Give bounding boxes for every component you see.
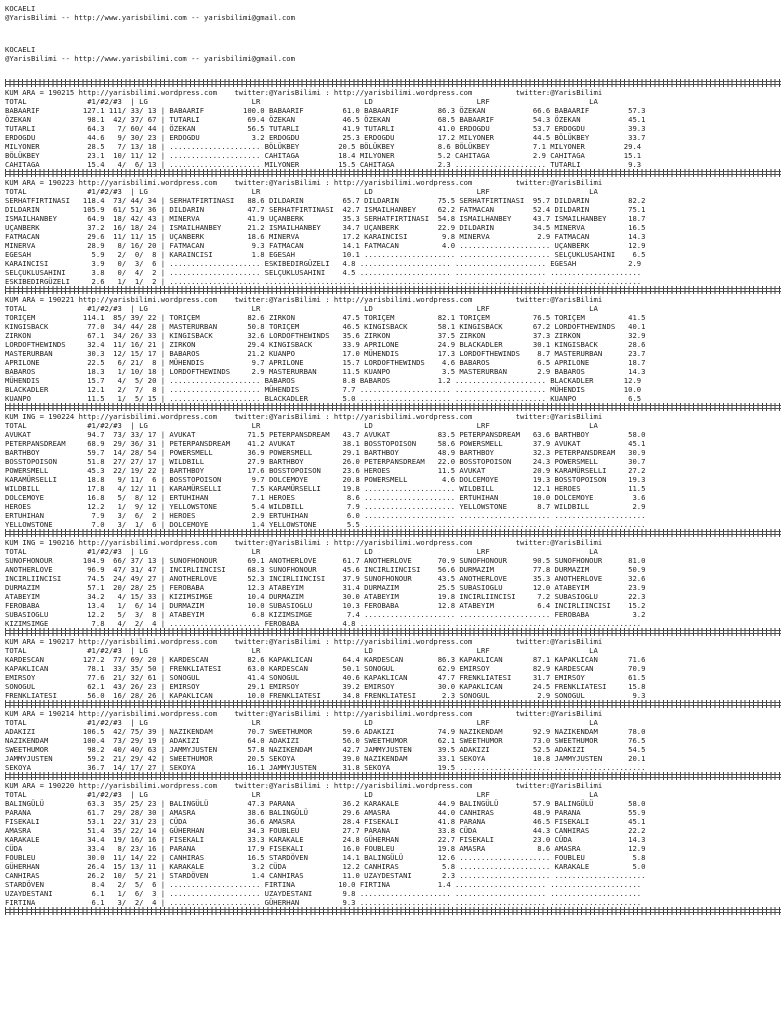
race-row: HEROES 12.2 1/ 9/ 12 | YELLOWSTONE 5.4 WILDBILL 7.9 ..................... YELLOWSTONE 8.7 WILDBILL 2.9 [5,502,646,511]
race-label: KUM ARA = 190221 http://yarisbilimi.wordpress.com twitter:@YarisBilimi : http://yarisbilimi.wordpress.com twitter:@YarisBilimi [5,295,603,304]
race-row: ERTUHIHAN 7.9 3/ 6/ 2 | HEROES 2.9 ERTUHIHAN 6.0 ..................... ..................... ..................... [5,511,646,520]
race-row: AMASRA 51.4 35/ 22/ 14 | GÜHERHAN 34.3 FOUBLEU 27.7 PARANA 33.8 CÜDA 44.3 CANHIRAS 22.2 [5,826,646,835]
race-column-headers: TOTAL #1/#2/#3 | LG LR LD LRF LA [5,421,598,430]
section-separator [5,169,781,177]
race-row: ATABEYIM 34.2 4/ 15/ 33 | KIZIMSIMGE 10.4 DURMAZIM 30.0 ATABEYIM 19.8 INCIRLIINCISI 7.2 SUBASIOGLU 22.3 [5,592,646,601]
race-row: MINERVA 28.9 8/ 16/ 20 | FATMACAN 9.3 FATMACAN 14.1 FATMACAN 4.0 ..................... UÇANBERK 12.9 [5,241,646,250]
race-row: TORIÇEM 114.1 85/ 39/ 22 | TORIÇEM 82.6 ZIRKON 47.5 TORIÇEM 82.1 TORIÇEM 76.5 TORIÇEM 41.5 [5,313,646,322]
race-row: ADAKIZI 106.5 42/ 75/ 39 | NAZIKENDAM 70.7 SWEETHUMOR 59.6 ADAKIZI 74.9 NAZIKENDAM 92.9 NAZIKENDAM 78.0 [5,727,646,736]
race-row: BÖLÜKBEY 23.1 10/ 11/ 12 | ..................... CAHITAGA 18.4 MILYONER 5.2 CAHITAGA 2.9 CAHITAGA 15.1 [5,151,642,160]
race-row: UÇANBERK 37.2 16/ 18/ 24 | ISMAILHANBEY 21.2 ISMAILHANBEY 34.7 UÇANBERK 22.9 DILDARIN 34.5 MINERVA 16.5 [5,223,646,232]
race-row: DURMAZIM 57.1 20/ 28/ 25 | FEROBABA 12.3 ATABEYIM 31.4 DURMAZIM 25.5 SUBASIOGLU 12.0 ATABEYIM 23.9 [5,583,646,592]
race-column-headers: TOTAL #1/#2/#3 | LG LR LD LRF LA [5,646,598,655]
race-row: GÜHERHAN 26.4 15/ 13/ 11 | KARAKALE 3.2 CÜDA 12.2 CANHIRAS 5.8 ..................... KARAKALE 5.0 [5,862,646,871]
race-row: AVUKAT 94.7 73/ 33/ 17 | AVUKAT 71.5 PETERPANSDREAM 43.7 AVUKAT 83.5 PETERPANSDREAM 63.6 BARTHBOY 58.0 [5,430,646,439]
race-row: UZAYDESTANI 6.1 1/ 6/ 3 | ..................... UZAYDESTANI 9.8 ..................... ..................... ..................... [5,889,642,898]
race-label: KUM ING = 190224 http://yarisbilimi.wordpress.com twitter:@YarisBilimi : http://yarisbilimi.wordpress.com twitter:@YarisBilimi [5,412,603,421]
section-separator [5,700,781,708]
race-row: KARDESCAN 127.2 77/ 69/ 20 | KARDESCAN 82.6 KAPAKLICAN 64.4 KARDESCAN 86.3 KAPAKLICAN 87.1 KAPAKLICAN 71.6 [5,655,646,664]
race-row: ZIRKON 67.1 34/ 26/ 33 | KINGISBACK 32.6 LORDOFTHEWINDS 35.6 ZIRKON 37.5 ZIRKON 37.3 ZIRKON 32.9 [5,331,646,340]
header-region: KOCAELI [5,44,36,54]
race-row: SEKOYA 36.7 14/ 17/ 27 | SEKOYA 16.1 JAMMYJUSTEN 31.8 SEKOYA 19.5 ..................... ..................... [5,763,646,772]
race-row: KAPAKLICAN 78.1 33/ 35/ 50 | FRENKLIATESI 63.0 KARDESCAN 50.1 SONOGUL 62.9 EMIRSOY 82.9 KARDESCAN 70.9 [5,664,646,673]
race-label: KUM ARA = 190215 http://yarisbilimi.wordpress.com twitter:@YarisBilimi : http://yarisbilimi.wordpress.com twitter:@YarisBilimi [5,88,603,97]
race-row: FOUBLEU 30.0 11/ 14/ 22 | CANHIRAS 16.5 STARDÖVEN 14.1 BALINGÜLÜ 12.6 ..................... FOUBLEU 5.8 [5,853,646,862]
race-row: KUANPO 11.5 1/ 5/ 15 | ..................... BLACKADLER 5.0 ..................... ..................... KUANPO 6.5 [5,394,642,403]
race-row: SUNOFHONOUR 104.9 66/ 37/ 13 | SUNOFHONOUR 69.1 ANOTHERLOVE 61.7 ANOTHERLOVE 70.9 SUNOFHONOUR 90.5 SUNOFHONOUR 81.0 [5,556,646,565]
race-row: YELLOWSTONE 7.0 3/ 1/ 6 | DOLCEMOYE 1.4 YELLOWSTONE 5.5 ..................... ..................... ..................... [5,520,646,529]
race-row: SONOGUL 62.1 43/ 26/ 23 | EMIRSOY 29.1 EMIRSOY 39.2 EMIRSOY 30.0 KAPAKLICAN 24.5 FRENKLIATESI 15.8 [5,682,646,691]
header-contact-line: @YarisBilimi -- http://www.yarisbilimi.com -- yarisbilimi@gmail.com [5,53,295,63]
race-column-headers: TOTAL #1/#2/#3 | LG LR LD LRF LA [5,718,598,727]
race-row: FRENKLIATESI 56.0 16/ 28/ 26 | KAPAKLICAN 10.0 FRENKLIATESI 34.8 FRENKLIATESI 2.3 SONOGUL 2.9 SONOGUL 9.3 [5,691,646,700]
section-separator [5,529,781,537]
race-row: EMIRSOY 77.6 21/ 32/ 61 | SONOGUL 41.4 SONOGUL 40.6 KAPAKLICAN 47.7 FRENKLIATESI 31.7 EMIRSOY 61.5 [5,673,646,682]
race-row: SELÇUKLUSAHINI 3.8 0/ 4/ 2 | ..................... SELÇUKLUSAHINI 4.5 ..................... ..................... ..................... [5,268,642,277]
race-row: EGESAH 5.9 2/ 0/ 8 | KARAINCISI 1.8 EGESAH 10.1 ..................... ..................... SELÇUKLUSAHINI 6.5 [5,250,646,259]
race-row: CAHITAGA 15.4 4/ 6/ 13 | ..................... MILYONER 15.5 CAHITAGA 2.3 ..................... TUTARLI 9.3 [5,160,642,169]
race-row: WILDBILL 17.8 4/ 12/ 11 | KARAMÜRSELLI 7.5 KARAMÜRSELLI 19.8 ..................... WILDBILL 12.1 HEROES 11.5 [5,484,646,493]
race-row: MÜHENDIS 15.7 4/ 5/ 20 | ..................... BABAROS 8.8 BABAROS 1.2 ..................... BLACKADLER 12.9 [5,376,642,385]
race-row: PARANA 61.7 29/ 28/ 30 | AMASRA 38.6 BALINGÜLÜ 29.6 AMASRA 44.0 CANHIRAS 48.9 PARANA 55.9 [5,808,646,817]
race-column-headers: TOTAL #1/#2/#3 | LG LR LD LRF LA [5,187,598,196]
race-row: KARAINCISI 3.9 0/ 3/ 6 | ..................... ESKIBEDIRGÜZELI 4.8 ..................... ..................... EGESAH 2.9 [5,259,642,268]
header-region: KOCAELI [5,4,36,13]
section-separator [5,79,781,87]
race-row: BOSSTOPOISON 51.8 27/ 27/ 17 | WILDBILL 27.9 BARTHBOY 26.0 PETERPANSDREAM 22.0 BOSSTOPOISON 24.3 POWERSMELL 30.7 [5,457,646,466]
section-separator [5,628,781,636]
race-row: KARAKALE 34.4 19/ 16/ 16 | FISEKALI 33.3 KARAKALE 24.8 GÜHERHAN 22.7 FISEKALI 23.0 CÜDA 14.3 [5,835,646,844]
race-row: ISMAILHANBEY 64.9 18/ 42/ 43 | MINERVA 41.9 UÇANBERK 35.3 SERHATFIRTINASI 54.8 ISMAILHANBEY 43.7 ISMAILHANBEY 18.7 [5,214,646,223]
race-row: FEROBABA 13.4 1/ 6/ 14 | DURMAZIM 10.0 SUBASIOGLU 10.3 FEROBABA 12.8 ATABEYIM 6.4 INCIRLIINCISI 15.2 [5,601,646,610]
race-row: SERHATFIRTINASI 118.4 73/ 44/ 34 | SERHATFIRTINASI 88.6 DILDARIN 65.7 DILDARIN 75.5 SERHATFIRTINASI 95.7 DILDARIN 82.2 [5,196,646,205]
race-row: POWERSMELL 45.3 22/ 19/ 22 | BARTHBOY 17.6 BOSSTOPOISON 23.6 HEROES 11.5 AVUKAT 20.9 KARAMÜRSELLI 27.2 [5,466,646,475]
race-row: STARDÖVEN 8.4 2/ 5/ 6 | ..................... FIRTINA 10.0 FIRTINA 1.4 ..................... ..................... [5,880,642,889]
race-row: BABAARIF 127.1 111/ 33/ 13 | BABAARIF 100.0 BABAARIF 61.0 BABAARIF 86.3 ÖZEKAN 66.6 BABAARIF 57.3 [5,106,646,115]
race-row: ANOTHERLOVE 96.9 47/ 31/ 47 | INCIRLIINCISI 68.3 SUNOFHONOUR 45.6 INCIRLIINCISI 56.6 DURMAZIM 77.8 DURMAZIM 50.9 [5,565,646,574]
race-row: APRILONE 22.5 6/ 21/ 8 | MÜHENDIS 9.7 APRILONE 15.7 LORDOFTHEWINDS 4.6 BABAROS 6.5 APRILONE 18.7 [5,358,646,367]
race-row: CÜDA 33.4 8/ 23/ 16 | PARANA 17.9 FISEKALI 16.0 FOUBLEU 19.8 AMASRA 8.6 AMASRA 12.9 [5,844,646,853]
race-row: JAMMYJUSTEN 59.2 21/ 29/ 42 | SWEETHUMOR 20.5 SEKOYA 39.0 NAZIKENDAM 33.1 SEKOYA 10.8 JAMMYJUSTEN 20.1 [5,754,646,763]
race-row: DOLCEMOYE 16.8 5/ 8/ 12 | ERTUHIHAN 7.1 HEROES 8.6 ..................... ERTUHIHAN 10.0 DOLCEMOYE 3.6 [5,493,646,502]
race-row: FATMACAN 29.6 11/ 11/ 15 | UÇANBERK 18.6 MINERVA 17.2 KARAINCISI 9.8 MINERVA 2.9 FATMACAN 14.3 [5,232,646,241]
race-row: FIRTINA 6.1 3/ 2/ 4 | ..................... GÜHERHAN 9.3 ..................... ..................... ..................... [5,898,642,907]
race-label: KUM ARA = 190223 http://yarisbilimi.wordpress.com twitter:@YarisBilimi : http://yarisbilimi.wordpress.com twitter:@YarisBilimi [5,178,603,187]
header-contact-line: @YarisBilimi -- http://www.yarisbilimi.com -- yarisbilimi@gmail.com [5,13,295,22]
race-label: KUM ARA = 190214 http://yarisbilimi.wordpress.com twitter:@YarisBilimi : http://yarisbilimi.wordpress.com twitter:@YarisBilimi [5,709,603,718]
section-separator [5,772,781,780]
race-row: MASTERURBAN 30.3 12/ 15/ 17 | BABAROS 21.2 KUANPO 17.0 MÜHENDIS 17.3 LORDOFTHEWINDS 8.7 MASTERURBAN 23.7 [5,349,646,358]
race-row: LORDOFTHEWINDS 32.4 11/ 16/ 21 | ZIRKON 29.4 KINGISBACK 33.9 APRILONE 24.9 BLACKADLER 30.1 KINGISBACK 28.6 [5,340,646,349]
race-column-headers: TOTAL #1/#2/#3 | LG LR LD LRF LA [5,790,598,799]
race-row: PETERPANSDREAM 68.9 29/ 36/ 31 | PETERPANSDREAM 41.2 AVUKAT 38.1 BOSSTOPOISON 58.6 POWERSMELL 37.9 AVUKAT 45.1 [5,439,646,448]
race-row: ÖZEKAN 98.1 42/ 37/ 67 | TUTARLI 69.4 ÖZEKAN 46.5 ÖZEKAN 68.5 BABAARIF 54.3 ÖZEKAN 45.1 [5,115,646,124]
race-row: SUBASIOGLU 12.2 5/ 3/ 8 | ATABEYIM 6.8 KIZIMSIMGE 7.4 ..................... ..................... FEROBABA 3.2 [5,610,646,619]
race-label: KUM ARA = 190220 http://yarisbilimi.wordpress.com twitter:@YarisBilimi : http://yarisbilimi.wordpress.com twitter:@YarisBilimi [5,781,603,790]
race-label: KUM ARA = 190217 http://yarisbilimi.wordpress.com twitter:@YarisBilimi : http://yarisbilimi.wordpress.com twitter:@YarisBilimi [5,637,603,646]
race-row: SWEETHUMOR 98.2 40/ 40/ 63 | JAMMYJUSTEN 57.8 NAZIKENDAM 42.7 JAMMYJUSTEN 39.5 ADAKIZI 52.5 ADAKIZI 54.5 [5,745,646,754]
race-row: KINGISBACK 77.0 34/ 44/ 28 | MASTERURBAN 50.8 TORIÇEM 46.5 KINGISBACK 58.1 KINGISBACK 67.2 LORDOFTHEWINDS 40.1 [5,322,646,331]
race-row: TUTARLI 64.3 7/ 60/ 44 | ÖZEKAN 56.5 TUTARLI 41.9 TUTARLI 41.0 ERDOGDU 53.7 ERDOGDU 39.3 [5,124,646,133]
race-row: INCIRLIINCISI 74.5 24/ 49/ 27 | ANOTHERLOVE 52.3 INCIRLIINCISI 37.9 SUNOFHONOUR 43.5 ANOTHERLOVE 35.3 ANOTHERLOVE 32.6 [5,574,646,583]
race-row: MILYONER 28.5 7/ 13/ 18 | ..................... BÖLÜKBEY 20.5 BÖLÜKBEY 8.6 BÖLÜKBEY 7.1 MILYONER 29.4 [5,142,642,151]
race-column-headers: TOTAL #1/#2/#3 | LG LR LD LRF LA [5,97,598,106]
race-column-headers: TOTAL #1/#2/#3 | LG LR LD LRF LA [5,304,598,313]
race-row: BABAROS 18.3 1/ 10/ 18 | LORDOFTHEWINDS 2.9 MASTERURBAN 11.5 KUANPO 3.5 MASTERURBAN 2.9 BABAROS 14.3 [5,367,646,376]
race-column-headers: TOTAL #1/#2/#3 | LG LR LD LRF LA [5,547,598,556]
race-row: ESKIBEDIRGÜZELI 2.6 1/ 1/ 2 | ..................... ..................... ..................... ..................... ..................... [5,277,642,286]
section-separator [5,403,781,411]
section-separator [5,286,781,294]
race-row: BARTHBOY 59.7 14/ 28/ 54 | POWERSMELL 36.9 POWERSMELL 29.1 BARTHBOY 48.9 BARTHBOY 32.3 PETERPANSDREAM 30.9 [5,448,646,457]
race-row: CANHIRAS 26.2 10/ 5/ 21 | STARDÖVEN 1.4 CANHIRAS 11.0 UZAYDESTANI 2.3 ..................... ..................... [5,871,646,880]
race-row: BALINGÜLÜ 63.3 35/ 25/ 23 | BALINGÜLÜ 47.3 PARANA 36.2 KARAKALE 44.9 BALINGÜLÜ 57.9 BALINGÜLÜ 58.0 [5,799,646,808]
race-row: NAZIKENDAM 100.4 73/ 29/ 19 | ADAKIZI 64.0 ADAKIZI 56.0 SWEETHUMOR 62.1 SWEETHUMOR 73.0 SWEETHUMOR 76.5 [5,736,646,745]
race-row: KARAMÜRSELLI 18.8 9/ 11/ 6 | BOSSTOPOISON 9.7 DOLCEMOYE 20.8 POWERSMELL 4.6 DOLCEMOYE 19.3 BOSSTOPOISON 19.3 [5,475,646,484]
section-separator [5,907,781,915]
race-row: KIZIMSIMGE 7.8 4/ 2/ 4 | ..................... FEROBABA 4.8 ..................... ..................... ..................... [5,619,642,628]
race-row: BLACKADLER 12.1 2/ 7/ 8 | ..................... MÜHENDIS 7.7 ..................... ..................... MÜHENDIS 10.0 [5,385,642,394]
race-row: ERDOGDU 44.6 9/ 30/ 23 | ERDOGDU 3.2 ERDOGDU 25.3 ERDOGDU 17.2 MILYONER 44.5 BÖLÜKBEY 33.7 [5,133,646,142]
race-label: KUM ING = 190216 http://yarisbilimi.wordpress.com twitter:@YarisBilimi : http://yarisbilimi.wordpress.com twitter:@YarisBilimi [5,538,603,547]
race-row: FISEKALI 53.1 22/ 31/ 23 | CÜDA 36.6 AMASRA 28.4 FISEKALI 41.8 PARANA 46.5 FISEKALI 45.1 [5,817,646,826]
race-row: DILDARIN 105.9 61/ 51/ 36 | DILDARIN 47.7 SERHATFIRTINASI 42.7 ISMAILHANBEY 62.2 FATMACAN 52.4 DILDARIN 75.1 [5,205,646,214]
